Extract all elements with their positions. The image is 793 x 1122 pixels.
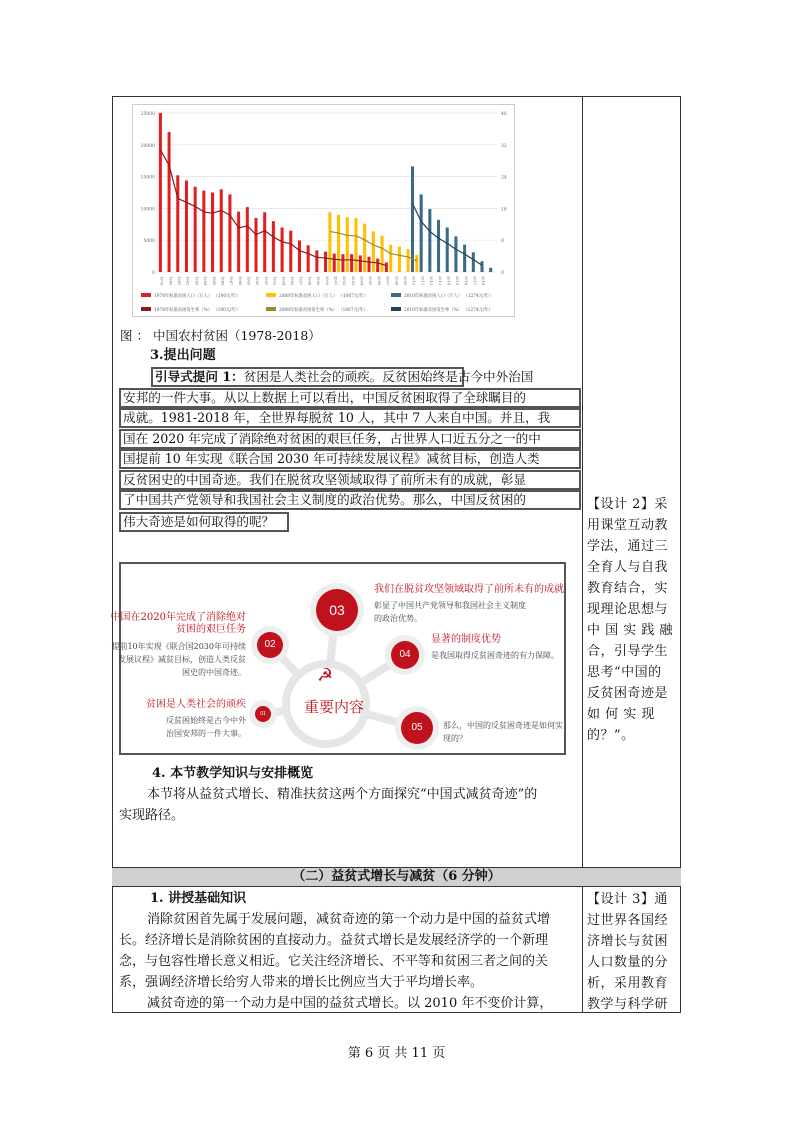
bar — [454, 236, 457, 272]
x-tick-label: 1991 — [263, 276, 268, 286]
bar — [315, 250, 318, 272]
circle-03: 03 — [316, 589, 358, 631]
item-02-title: 中国在2020年完成了消除绝对 贫困的艰巨任务 — [110, 612, 246, 635]
right-tick-label: 24 — [501, 175, 507, 181]
x-tick-label: 1983 — [194, 276, 199, 286]
figure-caption: 图 ： 中国农村贫困（1978-2018） — [120, 328, 321, 343]
bar — [350, 254, 353, 272]
bar — [333, 254, 336, 272]
bar — [254, 218, 257, 272]
question-line: 反贫困史的中国奇迹。我们在脱贫攻坚领域取得了前所未有的成就，彰显 — [119, 470, 581, 490]
x-tick-label: 2003 — [350, 276, 355, 286]
right-tick-label: 40 — [501, 112, 507, 117]
legend-swatch — [391, 307, 401, 311]
bar — [185, 180, 188, 272]
bar — [463, 245, 466, 272]
bar — [472, 252, 475, 272]
column-divider — [582, 887, 583, 1013]
bar — [176, 175, 179, 272]
legend-swatch — [141, 307, 151, 311]
x-tick-label: 2008 — [394, 276, 399, 286]
bar — [354, 218, 357, 272]
paragraph-line: 念，与包容性增长意义相近。它关注经济增长、不平等和贫困三者之间的关 — [119, 954, 549, 969]
legend-label: 2008年标准贫困发生率（%） （1067元/年） — [279, 308, 368, 313]
item-01-text: 反贫困始终是古今中外 治国安邦的一件大事。 — [166, 716, 246, 738]
x-tick-label: 2007 — [385, 276, 390, 286]
x-tick-label: 1989 — [246, 276, 251, 286]
x-tick-label: 2005 — [368, 276, 373, 286]
x-tick-label: 2017 — [472, 276, 477, 286]
bar — [428, 209, 431, 272]
legend-swatch — [266, 307, 276, 311]
bar — [398, 247, 401, 272]
bar — [437, 220, 440, 272]
x-tick-label: 1990 — [255, 276, 260, 286]
left-tick-label: 10000 — [140, 207, 155, 213]
design-note-2: 【设计 2】采 用课堂互动教 学法，通过三 全育人与自我 教育结合，实 现理论思想与 中 国 实 践 融 合，引导学生 思考“中国的 反贫困奇迹是 如 何 实 现 的？”。 — [587, 497, 674, 743]
question-line: 了中国共产党领导和我国社会主义制度的政治优势。那么，中国反贫困的 — [119, 490, 581, 510]
x-tick-label: 2018 — [481, 276, 486, 286]
x-tick-label: 2006 — [376, 276, 381, 286]
bar — [289, 231, 292, 272]
item-03-title: 我们在脱贫攻坚领域取得了前所未有的成就 — [374, 584, 564, 595]
section-heading-3: 3.提出问题 — [150, 348, 216, 363]
paragraph-line: 减贫奇迹的第一个动力是中国的益贫式增长。以 2010 年不变价计算， — [147, 996, 553, 1011]
x-tick-label: 2014 — [446, 276, 451, 286]
right-tick-label: 32 — [501, 143, 507, 149]
x-tick-label: 1992 — [272, 276, 277, 286]
legend-swatch — [266, 293, 276, 297]
bar — [372, 231, 375, 272]
question-label: 引导式提问 1： — [155, 369, 244, 384]
right-tick-label: 0 — [501, 271, 504, 276]
left-tick-label: 20000 — [140, 143, 155, 149]
bar — [376, 259, 379, 272]
x-tick-label: 2004 — [359, 276, 364, 286]
x-tick-label: 1998 — [307, 276, 312, 286]
section-heading-4: 4. 本节教学知识与安排概览 — [152, 766, 314, 781]
bar — [194, 187, 197, 272]
x-tick-label: 2009 — [402, 276, 407, 286]
circle-05: 05 — [401, 712, 433, 744]
question-line: 国提前 10 年实现《联合国 2030 年可持续发展议程》减贫目标，创造人类 — [119, 449, 581, 469]
legend-label: 2010年标准贫困发生率（%） （1274元/年） — [404, 308, 493, 313]
bar — [202, 191, 205, 272]
bar — [220, 189, 223, 272]
circle-02: 02 — [257, 632, 283, 658]
x-tick-label: 2013 — [437, 276, 442, 286]
item-02-text: 提前10年实现《联合国2030年可持续 发展议程》减贫目标，创造人类反贫 困史的中国奇迹。 — [111, 642, 246, 677]
left-tick-label: 25000 — [140, 112, 155, 117]
x-tick-label: 1994 — [281, 276, 286, 286]
x-tick-label: 1999 — [316, 276, 321, 286]
bar — [367, 257, 370, 272]
bar — [328, 212, 331, 272]
x-tick-label: 1985 — [211, 276, 216, 286]
bar — [381, 236, 384, 272]
bar — [272, 221, 275, 272]
right-tick-label: 16 — [501, 207, 507, 213]
bar — [480, 261, 483, 272]
bar — [246, 207, 249, 272]
bar — [263, 212, 266, 272]
item-03-text: 彰显了中国共产党领导和我国社会主义制度 的政治优势。 — [374, 601, 526, 623]
x-tick-label: 1982 — [185, 276, 190, 286]
right-tick-label: 8 — [501, 239, 504, 245]
x-tick-label: 2010 — [411, 276, 416, 286]
page-footer: 第 6 页 共 11 页 — [347, 1046, 446, 1061]
section-header-row: （二）益贫式增长与减贫（6 分钟） — [112, 867, 681, 887]
poverty-chart — [132, 104, 515, 317]
legend-label: 2010年标准贫困人口（万人） （1274元/年） — [404, 294, 494, 299]
bar — [389, 245, 392, 272]
bar — [307, 245, 310, 272]
center-title: 重要内容 — [304, 698, 365, 716]
left-tick-label: 0 — [152, 271, 155, 276]
bar — [407, 249, 410, 272]
x-tick-label: 1978 — [159, 276, 164, 286]
x-tick-label: 1988 — [237, 276, 242, 286]
bar — [159, 113, 162, 272]
x-tick-label: 1995 — [289, 276, 294, 286]
paragraph-line: 系，强调经济增长给穷人带来的增长比例应当大于平均增长率。 — [119, 975, 484, 990]
bar — [420, 194, 423, 272]
x-tick-label: 2015 — [455, 276, 460, 286]
question-line: 成就。1981-2018 年，全世界每脱贫 10 人，其中 7 人来自中国。并且，我 — [119, 408, 581, 428]
question-line: 安邦的一件大事。从以上数据上可以看出，中国反贫困取得了全球瞩目的 — [119, 388, 581, 408]
question-text: 贫困是人类社会的顽疾。反贫困始终是古今中外治国 — [243, 369, 534, 384]
item-04-text: 是我国取得反贫困奇迹的有力保障。 — [431, 651, 559, 660]
paragraph-line: 长。经济增长是消除贫困的直接动力。益贫式增长是发展经济学的一个新理 — [119, 933, 549, 948]
bar — [346, 217, 349, 272]
x-tick-label: 2002 — [342, 276, 347, 286]
circle-01: 01 — [255, 706, 271, 722]
party-emblem-icon: ☭ — [317, 665, 334, 686]
question-line: 国在 2020 年完成了消除绝对贫困的艰巨任务，占世界人口近五分之一的中 — [119, 429, 581, 449]
bar — [168, 132, 171, 272]
bar — [411, 166, 414, 272]
legend-swatch — [141, 293, 151, 297]
bar — [228, 194, 231, 272]
x-tick-label: 2016 — [463, 276, 468, 286]
item-01-title: 贫困是人类社会的顽疾 — [146, 699, 246, 710]
bar — [489, 268, 492, 272]
x-tick-label: 1984 — [203, 276, 208, 286]
x-tick-label: 2011 — [420, 276, 425, 286]
key-content-diagram — [110, 562, 566, 755]
legend-label: 1978年标准贫困发生率（%） （100元/年） — [154, 308, 241, 313]
legend-swatch — [391, 293, 401, 297]
bar — [324, 252, 327, 272]
bar — [237, 212, 240, 272]
paragraph-line: 实现路径。 — [119, 808, 185, 823]
design-note-3: 【设计 3】通 过世界各国经 济增长与贫困 人口数量的分 析，采用教育 教学与科学研 — [587, 892, 669, 1012]
x-tick-label: 2000 — [324, 276, 329, 286]
bar — [446, 227, 449, 272]
question-line: 伟大奇迹是如何取得的呢？ — [119, 512, 289, 532]
bar — [298, 240, 301, 272]
bar — [415, 255, 418, 272]
bar — [359, 255, 362, 272]
bar — [211, 193, 214, 273]
x-tick-label: 2001 — [333, 276, 338, 286]
left-tick-label: 15000 — [140, 175, 155, 181]
paragraph-line: 本节将从益贫式增长、精准扶贫这两个方面探究“中国式减贫奇迹”的 — [147, 787, 538, 802]
bar — [363, 224, 366, 272]
question-line — [151, 367, 534, 387]
bar — [281, 227, 284, 272]
chart-svg — [133, 105, 514, 316]
x-tick-label: 1987 — [229, 276, 234, 286]
legend-label: 1978年标准贫困人口（万人） （100元/年） — [154, 294, 241, 299]
item-05-text: 那么，中国的反贫困奇迹是如何实 现的？ — [443, 721, 563, 743]
bar — [341, 254, 344, 272]
item-04-title: 显著的制度优势 — [431, 634, 501, 645]
bar — [337, 215, 340, 272]
circle-04: 04 — [391, 641, 419, 669]
section-heading-1: 1. 讲授基础知识 — [150, 891, 247, 906]
x-tick-label: 1986 — [220, 276, 225, 286]
x-tick-label: 1980 — [168, 276, 173, 286]
x-tick-label: 1997 — [298, 276, 303, 286]
bar — [385, 262, 388, 272]
x-tick-label: 2012 — [429, 276, 434, 286]
column-divider — [582, 96, 583, 867]
left-tick-label: 5000 — [143, 239, 155, 245]
x-tick-label: 1981 — [176, 276, 181, 286]
legend-label: 2008年标准贫困人口（万人） （1067元/年） — [279, 294, 369, 299]
paragraph-line: 消除贫困首先属于发展问题，减贫奇迹的第一个动力是中国的益贫式增 — [147, 912, 551, 927]
